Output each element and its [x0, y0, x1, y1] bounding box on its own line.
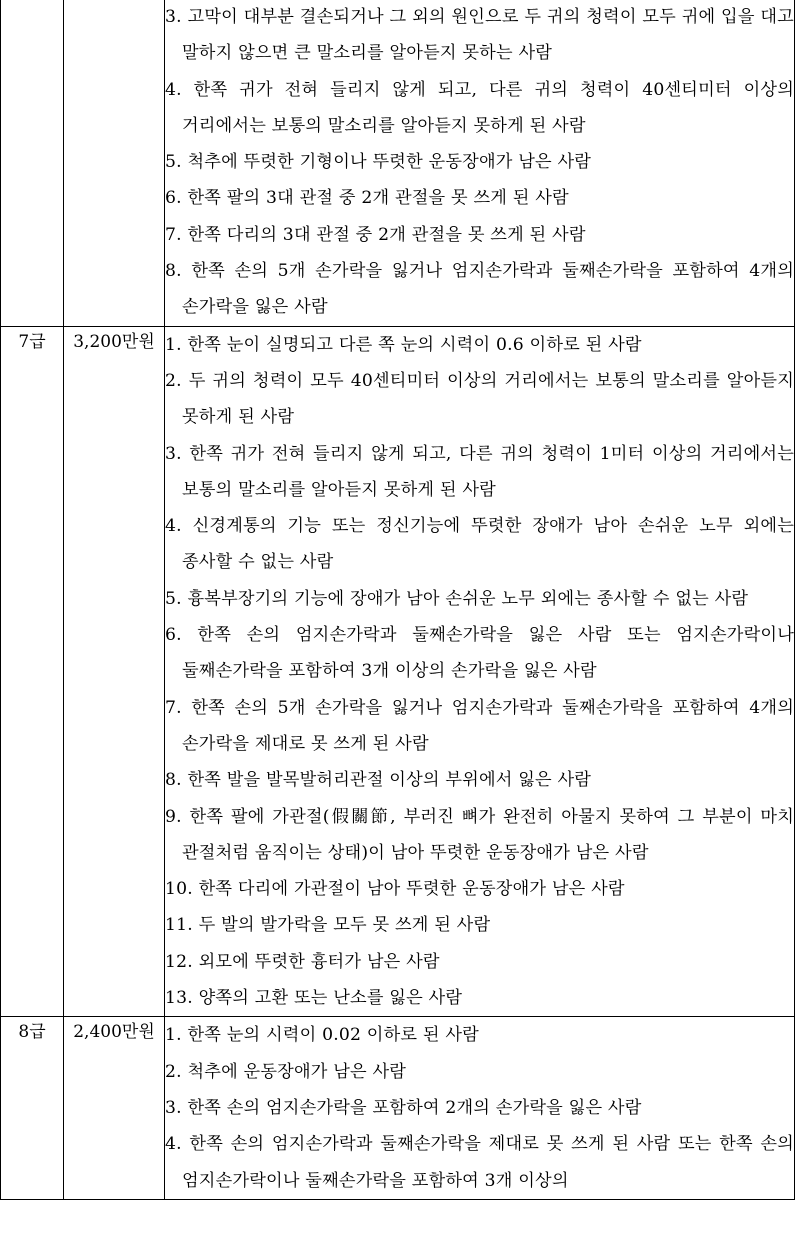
criteria-item: 9. 한쪽 팔에 가관절(假關節, 부러진 뼈가 완전히 아물지 못하여 그 부분이 마치 관절처럼 움직이는 상태)이 남아 뚜렷한 운동장애가 남은 사람 [165, 806, 794, 863]
table-row [1, 326, 795, 1017]
compensation-amount-cell [64, 0, 165, 326]
criteria-item: 1. 한쪽 눈의 시력이 0.02 이하로 된 사람 [165, 1025, 479, 1046]
criteria-item: 7. 한쪽 다리의 3대 관절 중 2개 관절을 못 쓰게 된 사람 [165, 224, 586, 245]
compensation-amount-cell: 2,400만원 [64, 1017, 165, 1199]
criteria-item: 6. 한쪽 팔의 3대 관절 중 2개 관절을 못 쓰게 된 사람 [165, 188, 569, 209]
criteria-item: 8. 한쪽 손의 5개 손가락을 잃거나 엄지손가락과 둘째손가락을 포함하여 4개의 손가락을 잃은 사람 [165, 261, 794, 318]
criteria-cell [165, 326, 795, 1017]
criteria-cell [165, 1017, 795, 1199]
grade-cell [1, 0, 64, 326]
criteria-item: 1. 한쪽 눈이 실명되고 다른 쪽 눈의 시력이 0.6 이하로 된 사람 [165, 334, 642, 355]
criteria-item: 4. 한쪽 손의 엄지손가락과 둘째손가락을 제대로 못 쓰게 된 사람 또는 한쪽 손의 엄지손가락이나 둘째손가락을 포함하여 3개 이상의 [165, 1134, 794, 1191]
criteria-cell [165, 0, 795, 326]
compensation-amount-cell: 3,200만원 [64, 326, 165, 1017]
criteria-item: 7. 한쪽 손의 5개 손가락을 잃거나 엄지손가락과 둘째손가락을 포함하여 4개의 손가락을 제대로 못 쓰게 된 사람 [165, 697, 794, 754]
criteria-item: 8. 한쪽 발을 발목발허리관절 이상의 부위에서 잃은 사람 [165, 770, 592, 791]
criteria-item: 2. 두 귀의 청력이 모두 40센티미터 이상의 거리에서는 보통의 말소리를 알아듣지 못하게 된 사람 [165, 370, 794, 428]
criteria-item: 4. 신경계통의 기능 또는 정신기능에 뚜렷한 장애가 남아 손쉬운 노무 외에는 종사할 수 없는 사람 [165, 516, 794, 573]
criteria-item: 6. 한쪽 손의 엄지손가락과 둘째손가락을 잃은 사람 또는 엄지손가락이나 둘째손가락을 포함하여 3개 이상의 손가락을 잃은 사람 [165, 625, 794, 682]
criteria-item: 11. 두 발의 발가락을 모두 못 쓰게 된 사람 [165, 915, 491, 936]
grade-cell: 8급 [1, 1017, 64, 1199]
criteria-item: 5. 척추에 뚜렷한 기형이나 뚜렷한 운동장애가 남은 사람 [165, 152, 592, 173]
criteria-item: 12. 외모에 뚜렷한 흉터가 남은 사람 [165, 951, 440, 972]
criteria-item: 13. 양쪽의 고환 또는 난소를 잃은 사람 [165, 988, 463, 1009]
table-row [1, 1017, 795, 1199]
criteria-item: 2. 척추에 운동장애가 남은 사람 [165, 1061, 407, 1082]
criteria-item: 3. 한쪽 손의 엄지손가락을 포함하여 2개의 손가락을 잃은 사람 [165, 1097, 642, 1118]
criteria-item: 5. 흉복부장기의 기능에 장애가 남아 손쉬운 노무 외에는 종사할 수 없는 사람 [165, 588, 749, 609]
table-row [1, 0, 795, 326]
criteria-item: 3. 한쪽 귀가 전혀 들리지 않게 되고, 다른 귀의 청력이 1미터 이상의 거리에서는 보통의 말소리를 알아듣지 못하게 된 사람 [165, 443, 794, 500]
criteria-item: 3. 고막이 대부분 결손되거나 그 외의 원인으로 두 귀의 청력이 모두 귀에 입을 대고 말하지 않으면 큰 말소리를 알아듣지 못하는 사람 [165, 7, 794, 64]
criteria-item: 10. 한쪽 다리에 가관절이 남아 뚜렷한 운동장애가 남은 사람 [165, 879, 625, 900]
table-body [1, 0, 795, 1199]
grade-cell: 7급 [1, 326, 64, 1017]
criteria-item: 4. 한쪽 귀가 전혀 들리지 않게 되고, 다른 귀의 청력이 40센티미터 이상의 거리에서는 보통의 말소리를 알아듣지 못하게 된 사람 [165, 79, 794, 136]
